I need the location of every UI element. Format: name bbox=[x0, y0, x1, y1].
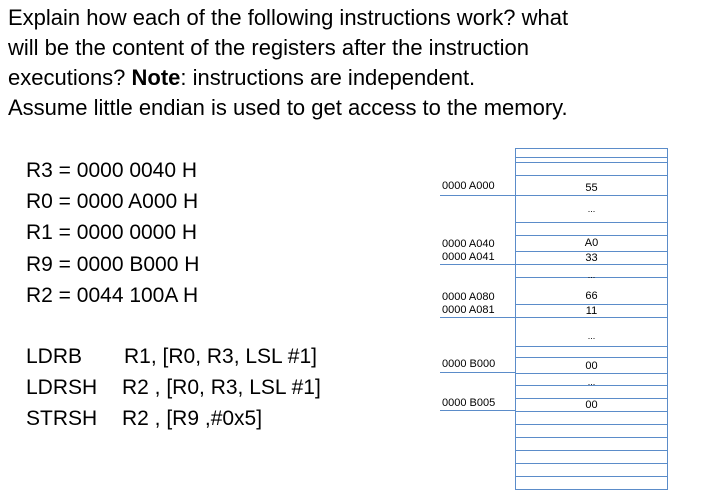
memory-value-a000: 55 bbox=[585, 182, 598, 194]
register-r1: R1 = 0000 0000 H bbox=[26, 221, 198, 244]
memory-row-line bbox=[516, 437, 667, 438]
address-a040: 0000 A040 bbox=[442, 238, 495, 250]
instruction-ldrb bbox=[26, 342, 317, 372]
address-pointer-a040 bbox=[440, 264, 516, 265]
register-r2: R2 = 0044 100A H bbox=[26, 284, 199, 307]
address-a041: 0000 A041 bbox=[442, 251, 495, 263]
memory-ellipsis: ... bbox=[587, 331, 596, 341]
memory-row-line bbox=[516, 157, 667, 158]
memory-row-line bbox=[516, 357, 667, 358]
memory-row-line bbox=[516, 346, 667, 347]
memory-row-line bbox=[516, 175, 667, 176]
register-r0: R0 = 0000 A000 H bbox=[26, 190, 199, 213]
question-line-3-suffix: : instructions are independent. bbox=[180, 65, 476, 90]
memory-value-a081: 11 bbox=[585, 305, 598, 317]
memory-row-line bbox=[516, 195, 667, 196]
instruction-strsh bbox=[26, 404, 262, 434]
instruction-op: STRSH bbox=[26, 407, 98, 430]
address-a080: 0000 A080 bbox=[442, 291, 495, 303]
memory-row-line bbox=[516, 222, 667, 223]
note-label: Note bbox=[131, 65, 181, 90]
address-pointer-a080 bbox=[440, 317, 516, 318]
address-pointer-b005 bbox=[440, 410, 516, 411]
instruction-op: LDRSH bbox=[26, 376, 98, 399]
memory-row-line bbox=[516, 476, 667, 477]
memory-table bbox=[515, 148, 668, 490]
register-r3: R3 = 0000 0040 H bbox=[26, 159, 198, 182]
instruction-op: LDRB bbox=[26, 345, 83, 368]
instruction-args: R2 , [R9 ,#0x5] bbox=[122, 407, 263, 430]
question-line-3-prefix: executions? bbox=[8, 65, 132, 90]
memory-value-a041: 33 bbox=[585, 252, 598, 264]
memory-value-b005: 00 bbox=[585, 399, 598, 411]
memory-row-line bbox=[516, 463, 667, 464]
address-a081: 0000 A081 bbox=[442, 304, 495, 316]
question-line-3 bbox=[8, 63, 475, 93]
instruction-args: R1, [R0, R3, LSL #1] bbox=[124, 345, 317, 368]
memory-row-line bbox=[516, 450, 667, 451]
address-pointer-a000 bbox=[440, 195, 516, 196]
memory-ellipsis: ... bbox=[587, 377, 596, 387]
address-b000: 0000 B000 bbox=[442, 358, 496, 370]
memory-row-line bbox=[516, 411, 667, 412]
instruction-ldrsh bbox=[26, 373, 321, 403]
memory-row-line bbox=[516, 264, 667, 265]
question-line-1: Explain how each of the following instructions work? what bbox=[8, 5, 569, 30]
question-line-4: Assume little endian is used to get access to the memory. bbox=[8, 95, 568, 120]
memory-row-line bbox=[516, 162, 667, 163]
memory-row-line bbox=[516, 424, 667, 425]
address-b005: 0000 B005 bbox=[442, 397, 496, 409]
memory-value-a080: 66 bbox=[585, 290, 598, 302]
register-r9: R9 = 0000 B000 H bbox=[26, 253, 200, 276]
question-line-2: will be the content of the registers after the instruction bbox=[8, 35, 529, 60]
memory-row-line bbox=[516, 235, 667, 236]
memory-value-a040: A0 bbox=[584, 237, 599, 249]
memory-value-b000: 00 bbox=[585, 360, 598, 372]
memory-row-line bbox=[516, 317, 667, 318]
instruction-args: R2 , [R0, R3, LSL #1] bbox=[122, 376, 321, 399]
address-a000: 0000 A000 bbox=[442, 180, 495, 192]
memory-ellipsis: ... bbox=[587, 270, 596, 280]
address-pointer-b000 bbox=[440, 372, 516, 373]
memory-row-line bbox=[516, 373, 667, 374]
memory-ellipsis: ... bbox=[587, 204, 596, 214]
